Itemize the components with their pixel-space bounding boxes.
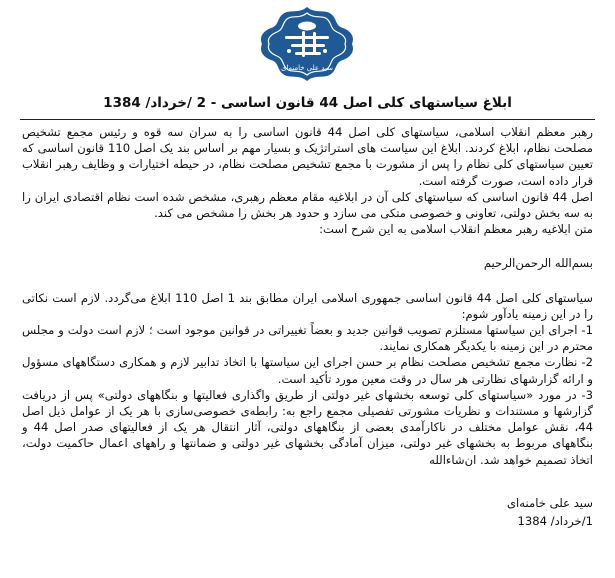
- body-paragraph: 3- در مورد «سیاستهای کلی توسعه بخشهای غیر دولتی از طریق واگذاری فعالیتها و بنگاههای دولتی» پس از دریافت گزارشها و مستندات و نظریات مشورتی تفصیلی مجمع راجع به: رابطه‌ی خصوصی‌سازی با هر یک از عوامل ذیل اصل 44، نقش عوامل مختلف در ناکارآمدی بعضی از بنگاههای دولتی، آثار انتقال هر یک از فعالیتهای صدر اصل 44 و بنگاههای مربوط به بخشهای غیر دولتی، میزان آمادگی بخشهای غیر دولتی و ضمانتها و راههای اعمال حاکمیت دولت، اتخاذ تصمیم خواهد شد. ان‌شاءالله: [22, 387, 593, 467]
- intro-paragraph: اصل 44 قانون اساسی که سیاستهای کلی آن در ابلاغیه مقام معظم رهبری، مشخص شده است نظام اقتصادی ایران را به سه بخش دولتی، تعاونی و خصوصی متکی می سازد و حدود هر بخش را مشخص می کند.: [22, 189, 593, 221]
- calligraphy-seal-icon: [255, 4, 359, 84]
- signature-block: [22, 494, 593, 530]
- page-title: ابلاغ سیاستهای کلی اصل 44 قانون اساسی - 2 /خرداد/ 1384: [103, 95, 512, 111]
- logo: [255, 4, 359, 84]
- bismillah: بسم‌الله الرحمن‌الرحیم: [483, 256, 593, 271]
- intro-paragraph: متن ابلاغیه رهبر معظم انقلاب اسلامی به این شرح است:: [319, 222, 593, 237]
- title-divider: [20, 119, 595, 120]
- intro-paragraph: رهبر معظم انقلاب اسلامی، سیاستهای کلی اصل 44 قانون اساسی را به سران سه قوه و رئیس مجمع تشخیص مصلحت نظام، ابلاغ کردند. ابلاغ این سیاست های استراتژیک و بسیار مهم بر اساس بند یک اصل 110 قانون اساسی که تعیین سیاستهای کلی نظام را پس از مشورت با مجمع تشخیص مصلحت نظام، در حیطه اختیارات و وظایف رهبر انقلاب قرار داده است، صورت گرفته است.: [22, 125, 593, 188]
- document-header: [20, 92, 595, 120]
- body-paragraph: 2- نظارت مجمع تشخیص مصلحت نظام بر حسن اجرای این سیاستها با اتخاذ تدابیر لازم و همکاری دستگاههای مسؤول و ارائه گزارشهای نظارتی هر سال در وقت معین مورد تأکید است.: [22, 355, 593, 386]
- signature-name: سید علی خامنه‌ای: [506, 495, 593, 510]
- body-paragraph: 1- اجرای این سیاستها مستلزم تصویب قوانین جدید و بعضاً تغییراتی در قوانین موجود است ؛ لازم است دولت و مجلس محترم در این زمینه با یکدیگر همکاری نمایند.: [22, 323, 593, 354]
- document-body: [22, 124, 593, 530]
- signature-date: 1/خرداد/ 1384: [517, 513, 593, 528]
- logo-text: سید علی خامنه‌ای: [281, 64, 333, 72]
- body-paragraph: سیاستهای کلی اصل 44 قانون اساسی جمهوری اسلامی ایران مطابق بند 1 اصل 110 ابلاغ می‌گردد. لازم است نکاتی را در این زمینه یادآور شوم:: [22, 290, 593, 321]
